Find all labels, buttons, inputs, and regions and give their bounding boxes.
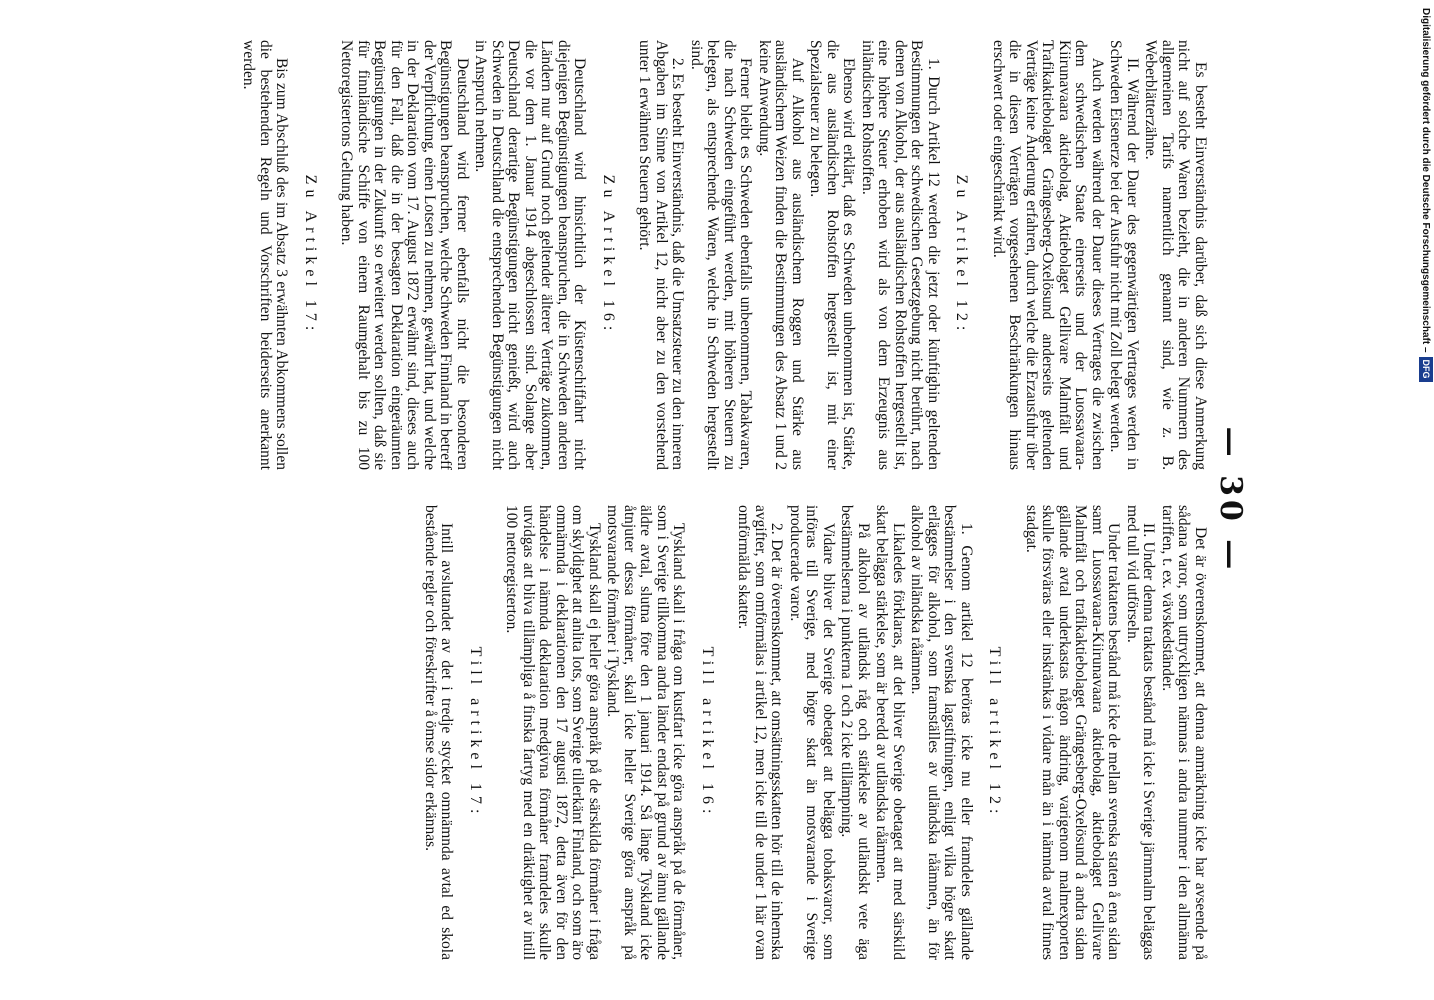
german-paragraph: Deutschland wird hinsichtlich der Küstenschiffahrt nicht diejenigen Begünstigungen beanspruchen, die in Schweden anderen Ländern nur auf Grund noch geltender älterer Verträge zukommen, die vor dem 1. Januar 1914 abgeschlossen sind. Solange aber Deutschland derartige Begünstigungen nicht genießt, wird auch Schweden in Deutschland die entsprechenden Begünstigungen nicht in Anspruch nehmen.	[472, 40, 589, 470]
german-paragraph: Bis zum Abschluß des im Absatz 3 erwähnten Abkommens sollen die bestehenden Regeln und Vorschriften beiderseits anerkannt werden.	[240, 40, 291, 470]
german-paragraph: 2. Es besteht Einverständnis, daß die Umsatzsteuer zu den inneren Abgaben im Sinne von Artikel 12, nicht aber zu den vorstehend unter 1 erwähnten Steuern gehört.	[636, 40, 687, 470]
german-column	[238, 40, 1208, 470]
swedish-paragraph: 2. Det är överenskommet, att omsättningsskatten hör till de inhemska avgifter, som omförmälas i artikel 12, men icke till de under 1 här ovan omförmälda skatter.	[735, 505, 786, 960]
german-heading-article-12: Zu Artikel 12:	[953, 174, 971, 336]
swedish-paragraph: På alkohol av utländsk råg och stärkelse av utländskt vete äga bestämmelserna i punkterna 1 och 2 icke tillämpning.	[838, 505, 872, 960]
swedish-paragraph: Intill avslutandet av det i tredje stycket omnämnda avtal ed skola bestående regler och föreskrifter å ömse sidor erkännas.	[422, 505, 456, 960]
swedish-paragraph: Vidare bliver det Sverige obetaget att belägga tobaksvaror, som införas till Sverige, med högre skatt än motsvarande i Sverige producerade varor.	[787, 505, 837, 960]
swedish-paragraph: Tyskland skall i fråga om kustfart icke göra anspråk på de förmåner, som i Sverige tillkomma andra länder endast på grund av ännu gällande äldre avtal, slutna före den 1 januari 1914. Så länge Tyskland icke åtnjuter dessa förmåner, skall icke heller Sverige göra anspråk på motsvarande förmåner i Tyskland.	[604, 505, 688, 960]
swedish-paragraph: Tyskland skall ej heller göra anspråk på de särskilda förmåner i fråga om skyldighet att anlita lots, som Sverige tillerkänt Finland, och som äro omnämnda i deklarationen den 17 augusti 1872, detta även för den händelse i nämnda deklaration medgivna förmåner framdeles skulle utvidgas att bliva tillämpliga å finska fartyg med en dräktighet av intill 100 nettoregisterton.	[503, 505, 603, 960]
rotated-page-content	[80, 40, 1300, 960]
german-heading-article-16: Zu Artikel 16:	[600, 174, 617, 336]
swedish-heading-article-12: Till artikel 12:	[986, 646, 1004, 819]
swedish-paragraph: II. Under denna traktats bestånd må icke i Sverige järnmalm beläggas med tull vid utförseln.	[1124, 505, 1158, 960]
swedish-paragraph: Likaledes förklaras, att det bliver Sverige obetaget att med särskild skatt belägga stärkelse, som är beredd av utländska råämnen.	[873, 505, 907, 960]
swedish-paragraph: Under traktatens bestånd må icke de mellan svenska staten å ena sidan samt Luossavaara-Kiirunavaara aktiebolag, aktiebolaget Gellivare Malmfält och trafikaktiebolaget Grängesberg-Oxelösund å andra sidan gällande avtal underkastas någon ändring, varigenom malmexporten skulle försväras eller inskränkas i vidare mån än i nämnda avtal finnes stadgat.	[1023, 505, 1123, 960]
german-paragraph: Deutschland wird ferner ebenfalls nicht die besonderen Begünstigungen beanspruchen, welche Schweden Finnland in betreff der Verpflichtung, einen Lotsen zu nehmen, gewährt hat, und welche in der Deklaration vom 17. August 1872 erwähnt sind, dieses auch für den Fall, daß die in der besagten Deklaration eingeräumten Begünstigungen in der Zukunft so erweitert werden sollten, daß sie für finnländische Schiffe von einem Raumgehalt bis zu 100 Nettoregistertons Geltung haben.	[338, 40, 471, 470]
dfg-funding-note	[1416, 8, 1434, 392]
german-heading-article-17: Zu Artikel 17:	[302, 174, 319, 336]
german-paragraph: Auch werden während der Dauer dieses Vertrages die zwischen dem schwedischen Staate einerseits und der Luossavaara-Kiirunavaara aktiebolag, Aktiebolaget Gellivare Malmfält und Trafikaktiebolaget Grängesberg-Oxelösund anderseits geltenden Verträge keine Änderung erfahren, durch welche die Erzausfuhr über die in diesen Verträgen vorgesehenen Beschränkungen hinaus erschwert oder eingeschränkt wird.	[990, 40, 1106, 470]
swedish-paragraph: Det är överenskommet, att denna anmärkning icke har avseende på sådana varor, som uttryckligen nämnas i andra nummer i den allmänna tariffen, t. ex. vävskedständer.	[1159, 505, 1209, 960]
german-paragraph: Ferner bleibt es Schweden ebenfalls unbenommen, Tabakwaren, die nach Schweden eingeführt werden, mit höheren Steuern zu belegen, als entsprechende Waren, welche in Schweden hergestellt sind.	[688, 40, 755, 470]
dfg-note-text: Digitalisierung gefördert durch die Deutsche Forschungsgemeinschaft –	[1420, 8, 1431, 353]
german-paragraph: Ebenso wird erklärt, daß es Schweden unbenommen ist, Stärke, die aus ausländischen Rohstoffen hergestellt ist, mit einer Spezialsteuer zu belegen.	[807, 40, 858, 470]
swedish-column	[420, 505, 1209, 960]
swedish-paragraph: 1. Genom artikel 12 beröras icke nu eller framdeles gällande bestämmelser i den svenska lagstiftningen, enligt vilka högre skatt erlägges för alkohol, som framställes av utländska råämnen, än för alkohol av inländska råämnen.	[908, 505, 975, 960]
swedish-heading-article-17: Till artikel 17:	[467, 646, 484, 819]
german-paragraph: II. Während der Dauer des gegenwärtigen Vertrages werden in Schweden Eisenerze bei der Ausfuhr nicht mit Zoll belegt werden.	[1107, 40, 1141, 470]
german-paragraph: Es besteht Einverständnis darüber, daß sich diese Anmerkung nicht auf solche Waren bezieht, die in anderen Nummern des allgemeinen Tarifs namentlich genannt sind, wie z. B. Weberblätterzähne.	[1142, 40, 1209, 470]
dfg-logo: DFG	[1419, 357, 1433, 382]
german-paragraph: 1. Durch Artikel 12 werden die jetzt oder künftighin geltenden Bestimmungen der schwedischen Gesetzgebung nicht berührt, nach denen von Alkohol, der aus ausländischen Rohstoffen hergestellt ist, eine höhere Steuer erhoben wird als von dem Erzeugnis aus inländischen Rohstoffen.	[859, 40, 942, 470]
page-number: — 30 —	[1213, 426, 1248, 574]
swedish-heading-article-16: Till artikel 16:	[699, 646, 716, 819]
german-paragraph: Auf Alkohol aus ausländischem Roggen und Stärke aus ausländischem Weizen finden die Bestimmungen des Absatz 1 und 2 keine Anwendung.	[756, 40, 806, 470]
